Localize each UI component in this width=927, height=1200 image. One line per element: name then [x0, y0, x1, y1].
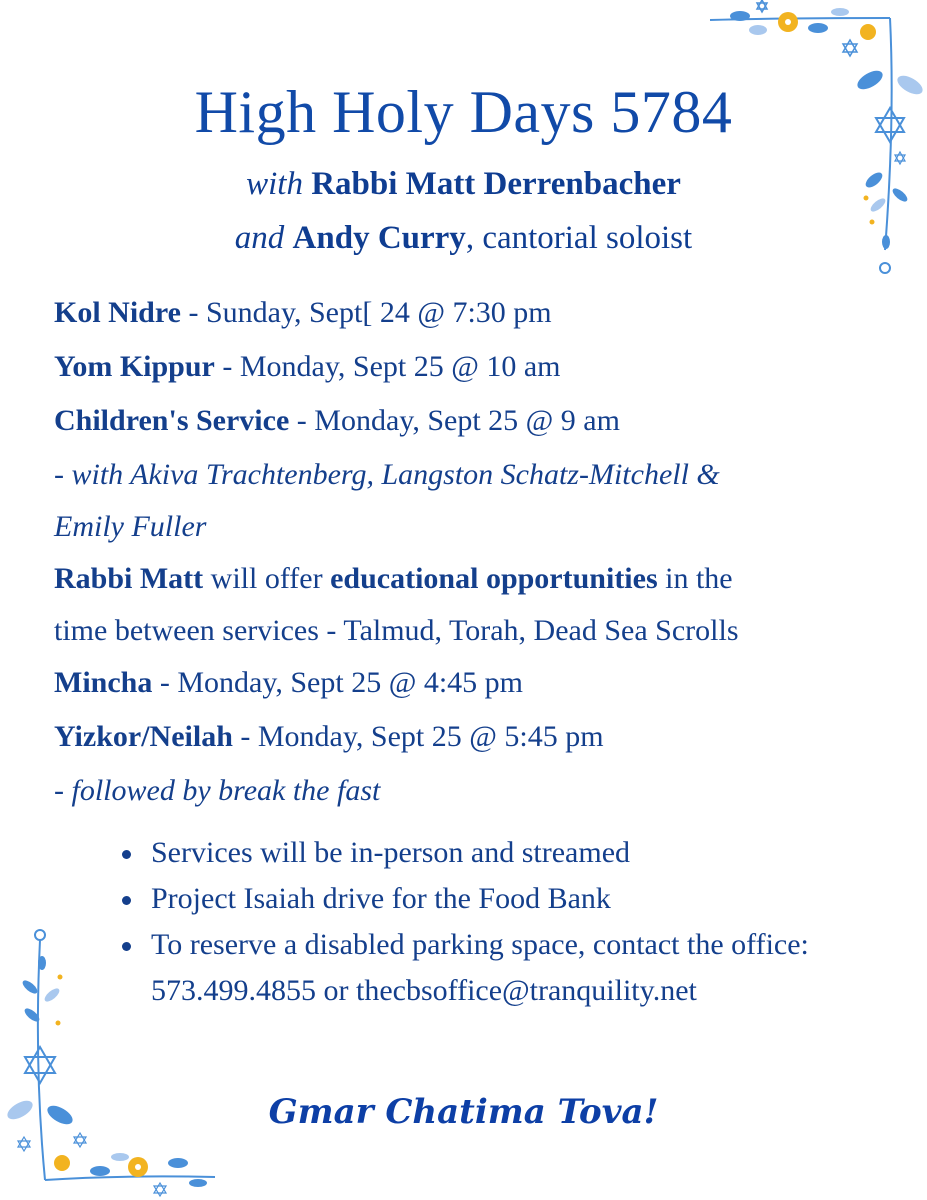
info-bullets	[118, 830, 878, 1014]
subtitle-rabbi: with Rabbi Matt Derrenbacher	[246, 166, 681, 202]
page-title: High Holy Days 5784	[194, 79, 733, 145]
schedule-yizkor-neilah: Yizkor/Neilah - Monday, Sept 25 @ 5:45 pm	[54, 720, 604, 753]
education-line2: time between services - Talmud, Torah, Dead Sea Scrolls	[54, 614, 739, 647]
schedule-mincha: Mincha - Monday, Sept 25 @ 4:45 pm	[54, 666, 524, 699]
schedule-kol-nidre: Kol Nidre - Sunday, Sept[ 24 @ 7:30 pm	[54, 296, 552, 329]
floral-decoration-bottom-left	[0, 925, 225, 1200]
star-of-david-icon	[25, 1047, 55, 1073]
bullet-parking: To reserve a disabled parking space, contact the office: 573.499.4855 or thecbsoffice@tranquility.net	[118, 922, 878, 1014]
schedule-yom-kippur: Yom Kippur - Monday, Sept 25 @ 10 am	[54, 350, 561, 383]
bullet-food-drive: Project Isaiah drive for the Food Bank	[118, 876, 878, 922]
education-line1: Rabbi Matt will offer educational opportunities in the	[54, 562, 733, 595]
children-note-line2: Emily Fuller	[54, 510, 207, 543]
children-note-line1: - with Akiva Trachtenberg, Langston Schatz-Mitchell &	[54, 458, 720, 491]
bullet-streaming: Services will be in-person and streamed	[118, 830, 878, 876]
fast-note: - followed by break the fast	[54, 774, 381, 807]
subtitle-cantor: and Andy Curry, cantorial soloist	[234, 220, 693, 256]
floral-decoration-top-right	[700, 0, 927, 285]
closing-greeting: Gmar Chatima Tova!	[268, 1092, 659, 1132]
schedule-childrens-service: Children's Service - Monday, Sept 25 @ 9 am	[54, 404, 620, 437]
